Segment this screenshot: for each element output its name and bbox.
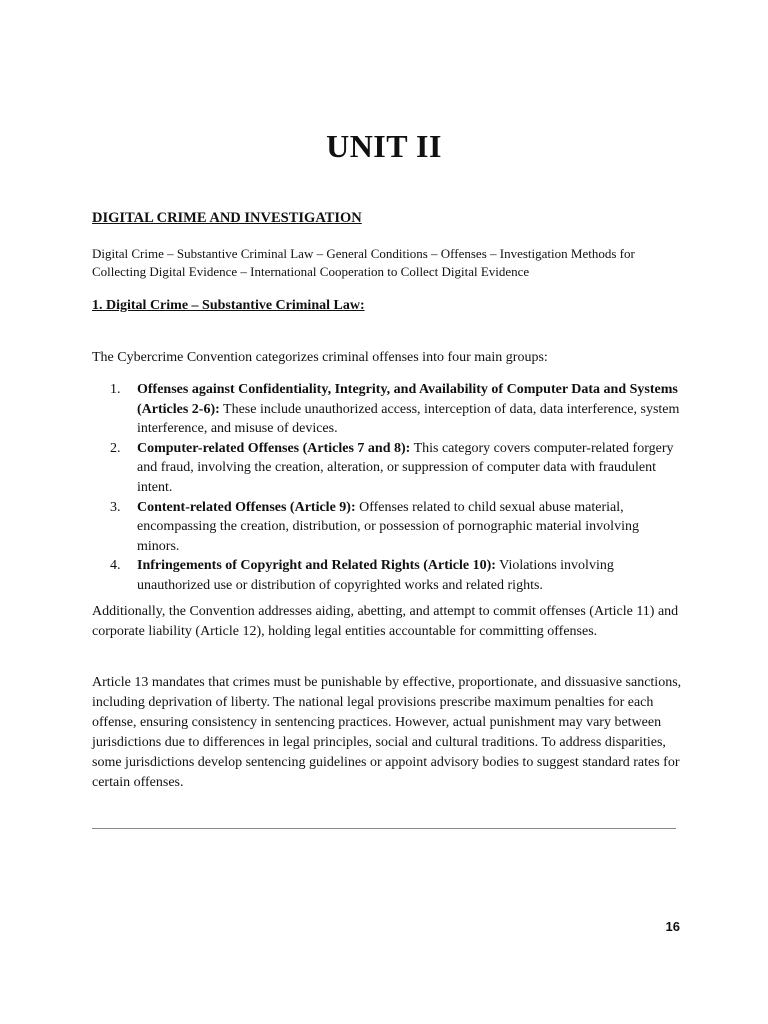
list-item-number: 3. (110, 499, 121, 515)
list-item-text: Violations involving unauthorized use or distribution of copyrighted works and related rights. (137, 558, 614, 593)
list-item-number: 2. (110, 440, 121, 456)
subheading-digital-crime: 1. Digital Crime – Substantive Criminal Law: (92, 298, 365, 313)
list-item-number: 1. (110, 382, 121, 397)
offense-groups-list (110, 380, 682, 596)
list-item-text: These include unauthorized access, interception of data, data interference, system interference, and misuse of devices. (137, 401, 680, 437)
section-heading: DIGITAL CRIME AND INVESTIGATION (92, 210, 362, 226)
list-item-heading: Content-related Offenses (Article 9): (137, 499, 356, 515)
list-item-heading: Offenses against Confidentiality, Integrity, and Availability of Computer Data and Systems (Articles 2-6): (137, 382, 678, 417)
list-item (110, 439, 682, 498)
list-item-heading: Computer-related Offenses (Articles 7 and 8): (137, 440, 411, 456)
paragraph-aiding-abetting: Additionally, the Convention addresses aiding, abetting, and attempt to commit offenses (Article 11) and corporate liability (Article 12), holding legal entities accountable for committing offenses. (92, 604, 679, 639)
intro-paragraph: The Cybercrime Convention categorizes criminal offenses into four main groups: (92, 350, 548, 365)
list-item-heading: Infringements of Copyright and Related Rights (Article 10): (137, 558, 496, 574)
list-item-number: 4. (110, 558, 121, 574)
page-number: 16 (665, 919, 680, 934)
unit-title: UNIT II (326, 128, 442, 164)
list-item (110, 556, 682, 595)
list-item-text: Offenses related to child sexual abuse material, encompassing the creation, distribution, or possession of pornographic material involving minors. (137, 499, 639, 554)
paragraph-article-13: Article 13 mandates that crimes must be punishable by effective, proportionate, and dissuasive sanctions, including deprivation of liberty. The national legal provisions prescribe maximum penalties for each offense, ensuring consistency in sentencing practices. However, actual punishment may vary between jurisdictions due to differences in legal principles, social and cultural traditions. To address disparities, some jurisdictions develop sentencing guidelines or appoint advisory bodies to suggest standard rates for certain offenses. (92, 675, 682, 790)
list-item (110, 380, 682, 439)
list-item-text: This category covers computer-related forgery and fraud, involving the creation, alteration, or suppression of computer data with fraudulent intent. (137, 440, 674, 495)
topics-summary: Digital Crime – Substantive Criminal Law – General Conditions – Offenses – Investigation Methods for Collecting Digital Evidence – International Cooperation to Collect Digital Evidence (92, 246, 635, 279)
horizontal-divider (92, 828, 676, 829)
list-item (110, 498, 682, 557)
